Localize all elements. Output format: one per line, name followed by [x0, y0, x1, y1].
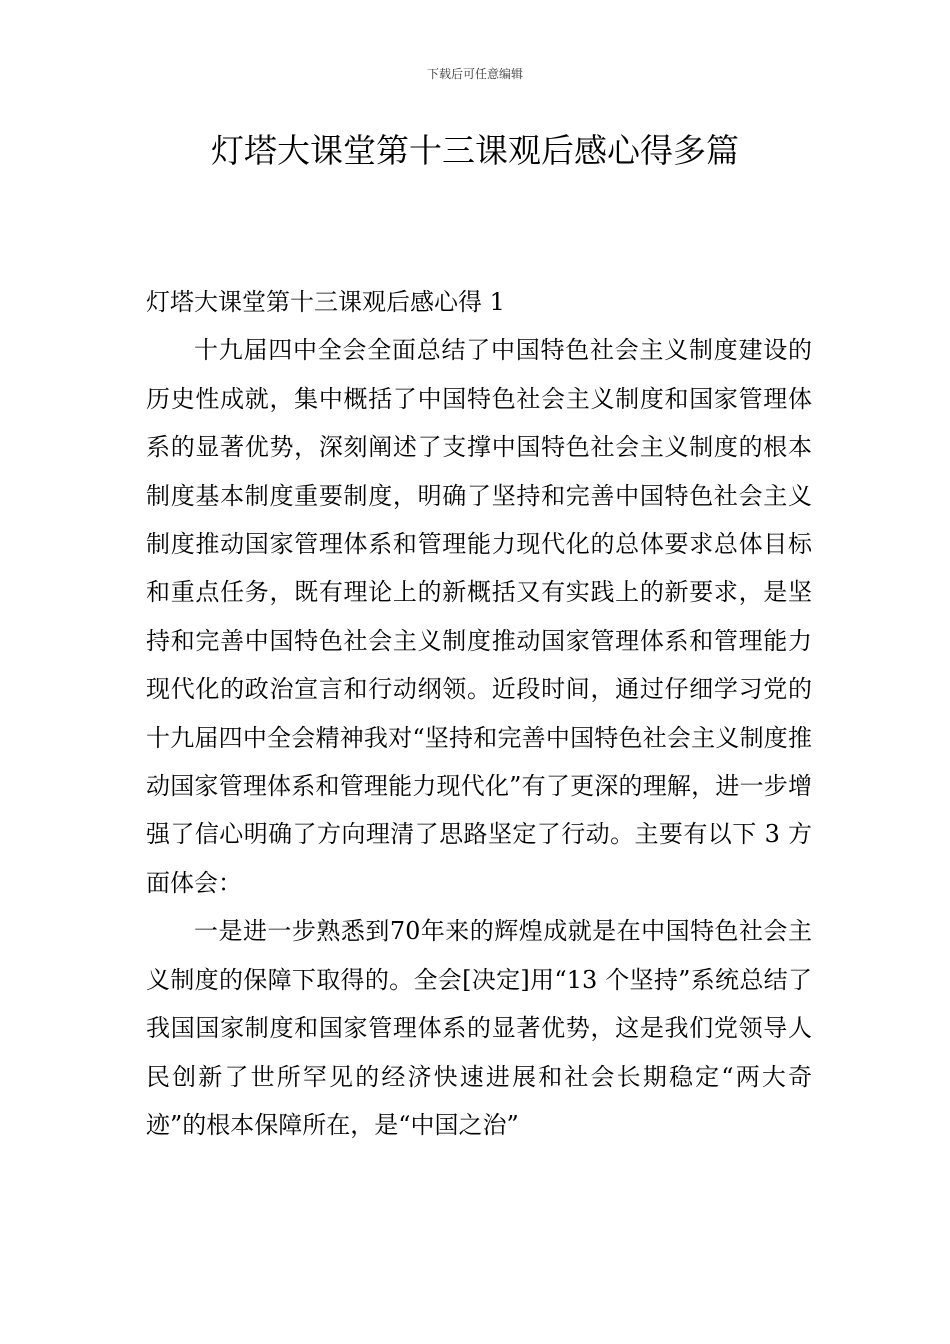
- document-title: 灯塔大课堂第十三课观后感心得多篇: [211, 131, 739, 170]
- section-heading: 灯塔大课堂第十三课观后感心得 1: [146, 288, 505, 316]
- document-body: [146, 278, 812, 1149]
- header-note: 下载后可任意编辑: [426, 67, 523, 81]
- paragraph-2: 一是进一步熟悉到70年来的辉煌成就是在中国特色社会主义制度的保障下取得的。全会[决定]用“13 个坚持”系统总结了我国国家制度和国家管理体系的显著优势，这是我们党领导人民创新了世所罕见的经济快速进展和社会长期稳定“两大奇迹”的根本保障所在，是“中国之治”: [146, 917, 812, 1139]
- paragraph-1: 十九届四中全会全面总结了中国特色社会主义制度建设的历史性成就，集中概括了中国特色社会主义制度和国家管理体系的显著优势，深刻阐述了支撑中国特色社会主义制度的根本制度基本制度重要制度，明确了坚持和完善中国特色社会主义制度推动国家管理体系和管理能力现代化的总体要求总体目标和重点任务，既有理论上的新概括又有实践上的新要求，是坚持和完善中国特色社会主义制度推动国家管理体系和管理能力现代化的政治宣言和行动纲领。近段时间，通过仔细学习党的十九届四中全会精神我对“坚持和完善中国特色社会主义制度推动国家管理体系和管理能力现代化”有了更深的理解，进一步增强了信心明确了方向理清了思路坚定了行动。主要有以下 3 方面体会：: [146, 336, 812, 897]
